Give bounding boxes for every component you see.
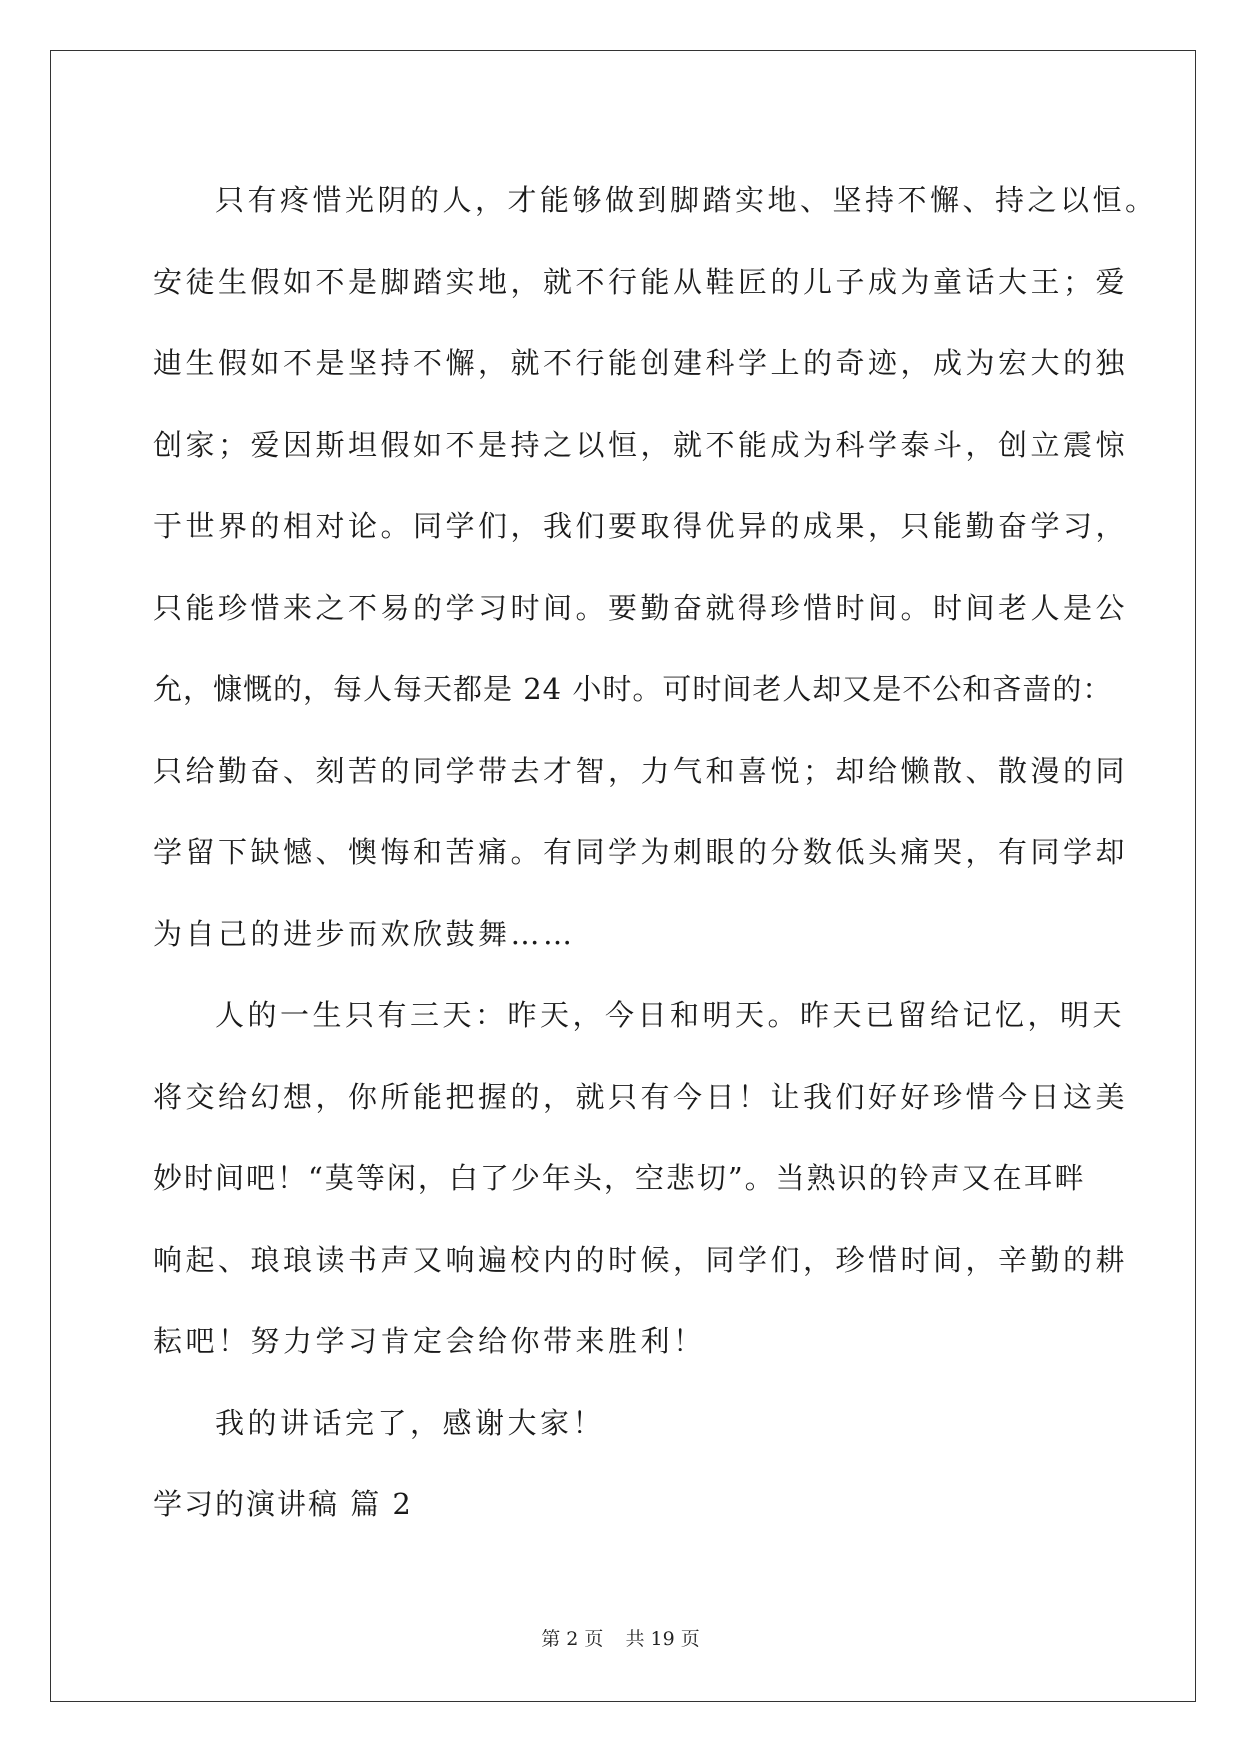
paragraph-line: 响起、琅琅读书声又响遍校内的时候，同学们，珍惜时间，辛勤的耕: [153, 1242, 1129, 1277]
paragraph-line: 人的一生只有三天：昨天，今日和明天。昨天已留给记忆，明天: [215, 998, 1126, 1032]
document-body: [153, 160, 1158, 1546]
paragraph-line: 耘吧！努力学习肯定会给你带来胜利！: [153, 1324, 706, 1358]
page-footer: [0, 1624, 1241, 1651]
paragraph-line: 我的讲话完了，感谢大家！: [215, 1405, 606, 1440]
paragraph-line: 于世界的相对论。同学们，我们要取得优异的成果，只能勤奋学习，: [153, 509, 1129, 543]
paragraph-line: 创家；爱因斯坦假如不是持之以恒，就不能成为科学泰斗，创立震惊: [153, 427, 1129, 462]
paragraph-line: 只有疼惜光阴的人，才能够做到脚踏实地、坚持不懈、持之以恒。: [215, 183, 1158, 217]
paragraph-line: 迪生假如不是坚持不懈，就不行能创建科学上的奇迹，成为宏大的独: [153, 346, 1129, 380]
paragraph-line: 安徒生假如不是脚踏实地，就不行能从鞋匠的儿子成为童话大王；爱: [153, 264, 1129, 299]
paragraph-line: 只能珍惜来之不易的学习时间。要勤奋就得珍惜时间。时间老人是公: [153, 590, 1129, 625]
paragraph-line: 为自己的进步而欢欣鼓舞……: [153, 916, 576, 951]
paragraph-line: 学留下缺憾、懊悔和苦痛。有同学为刺眼的分数低头痛哭，有同学却: [153, 835, 1129, 869]
page-total: 共 19 页: [625, 1628, 700, 1650]
paragraph-line: 妙时间吧！“莫等闲，白了少年头，空悲切”。当熟识的铃声又在耳畔: [153, 1161, 1086, 1195]
section-heading: 学习的演讲稿 篇 2: [153, 1487, 413, 1521]
paragraph-line: 允，慷慨的，每人每天都是 24 小时。可时间老人却又是不公和吝啬的：: [153, 672, 1113, 706]
paragraph-line: 只给勤奋、刻苦的同学带去才智，力气和喜悦；却给懒散、散漫的同: [153, 753, 1129, 788]
page-number: 第 2 页: [541, 1628, 604, 1650]
paragraph-line: 将交给幻想，你所能把握的，就只有今日！让我们好好珍惜今日这美: [153, 1079, 1129, 1114]
